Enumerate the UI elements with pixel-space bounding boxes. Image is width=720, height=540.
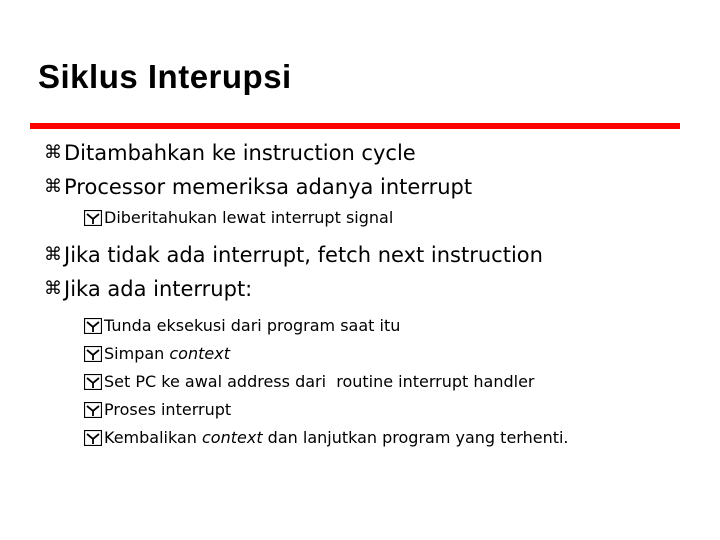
checkbox-y-icon bbox=[84, 318, 102, 334]
checkbox-y-icon bbox=[84, 402, 102, 418]
bullet-text: Jika tidak ada interrupt, fetch next instruction bbox=[64, 243, 543, 267]
sub-bullet-item bbox=[44, 424, 704, 452]
sub-bullet-text: Simpan context bbox=[104, 344, 230, 363]
sub-bullet-text: Proses interrupt bbox=[104, 400, 232, 419]
bullet-item bbox=[44, 170, 704, 204]
checkbox-y-icon bbox=[84, 210, 102, 226]
command-bullet-icon: ⌘ bbox=[44, 176, 62, 197]
sub-bullet-text: Diberitahukan lewat interrupt signal bbox=[104, 208, 394, 227]
command-bullet-icon: ⌘ bbox=[44, 278, 62, 299]
checkbox-y-icon bbox=[84, 346, 102, 362]
sub-bullet-text: Tunda eksekusi dari program saat itu bbox=[104, 316, 401, 335]
checkbox-y-icon bbox=[84, 374, 102, 390]
bullet-text: Processor memeriksa adanya interrupt bbox=[64, 175, 473, 199]
emphasis-text: context bbox=[169, 344, 230, 363]
sub-bullet-item bbox=[44, 396, 704, 424]
sub-bullet-text: Kembalikan context dan lanjutkan program yang terhenti. bbox=[104, 428, 569, 447]
sub-bullet-item bbox=[44, 340, 704, 368]
sub-bullet-item bbox=[44, 368, 704, 396]
bullet-text: Ditambahkan ke instruction cycle bbox=[64, 141, 416, 165]
slide-title: Siklus Interupsi bbox=[38, 58, 292, 95]
emphasis-text: context bbox=[202, 428, 263, 447]
bullet-item bbox=[44, 272, 704, 306]
command-bullet-icon: ⌘ bbox=[44, 244, 62, 265]
sub-bullet-item bbox=[44, 312, 704, 340]
sub-bullet-item bbox=[44, 204, 704, 232]
title-divider bbox=[30, 123, 680, 129]
bullet-list bbox=[44, 136, 704, 452]
command-bullet-icon: ⌘ bbox=[44, 142, 62, 163]
bullet-item bbox=[44, 136, 704, 170]
bullet-text: Jika ada interrupt: bbox=[64, 277, 253, 301]
sub-bullet-text: Set PC ke awal address dari routine interrupt handler bbox=[104, 372, 535, 391]
bullet-item bbox=[44, 238, 704, 272]
checkbox-y-icon bbox=[84, 430, 102, 446]
